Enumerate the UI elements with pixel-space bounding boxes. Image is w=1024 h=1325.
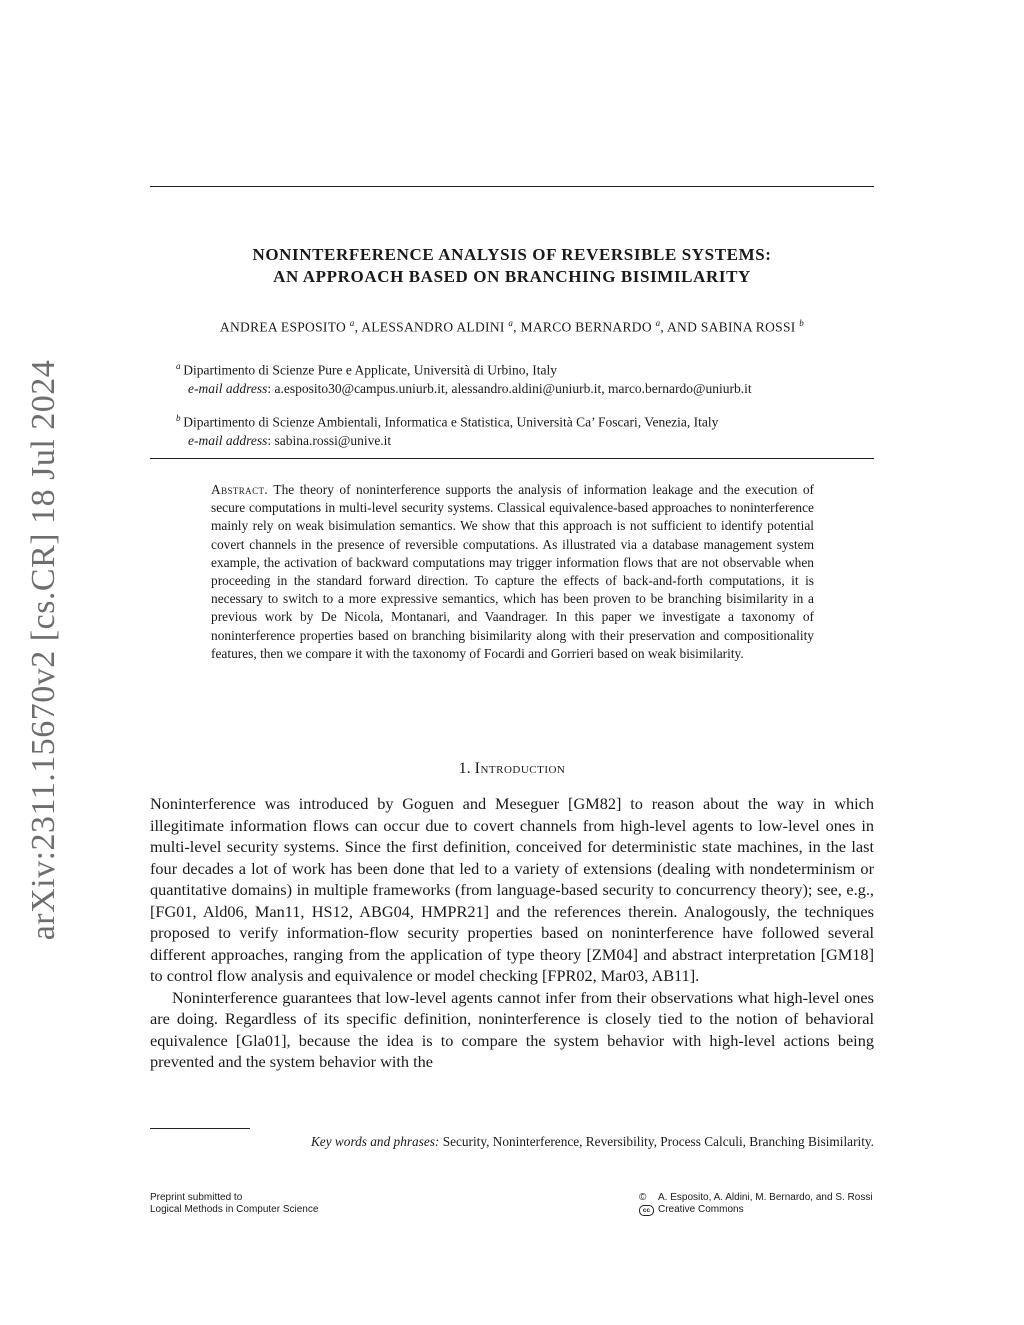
footer-right	[639, 1192, 873, 1216]
author-list	[150, 318, 874, 336]
footer-left	[150, 1192, 318, 1216]
email-addresses[interactable]: a.esposito30@campus.uniurb.it, alessandro.aldini@uniurb.it, marco.bernardo@uniurb.it	[274, 380, 752, 396]
affiliation-institution: Dipartimento di Scienze Ambientali, Informatica e Statistica, Università Ca’ Foscari, Venezia, Italy	[183, 414, 719, 430]
section-heading	[150, 760, 874, 778]
title-line-1: NONINTERFERENCE ANALYSIS OF REVERSIBLE SYSTEMS:	[252, 245, 772, 264]
author-affil-mark: a	[655, 318, 661, 328]
abstract	[211, 481, 814, 663]
author-name: ALESSANDRO ALDINI	[361, 319, 505, 335]
author-separator: ,	[354, 319, 362, 335]
body-text	[150, 793, 874, 1073]
author-affil-mark: a	[349, 318, 355, 328]
author-affil-mark: a	[508, 318, 514, 328]
section-number: 1.	[458, 760, 471, 777]
email-label: e-mail address	[188, 380, 268, 396]
affiliation-mark: b	[176, 413, 181, 423]
email-addresses[interactable]: sabina.rossi@unive.it	[274, 432, 392, 448]
title-line-2: AN APPROACH BASED ON BRANCHING BISIMILARITY	[273, 267, 751, 286]
creative-commons-icon: cc	[639, 1205, 654, 1216]
keywords-text: Security, Noninterference, Reversibility, Process Calculi, Branching Bisimilarity.	[442, 1134, 874, 1149]
abstract-label: Abstract.	[211, 482, 269, 497]
author-name: ANDREA ESPOSITO	[219, 319, 347, 335]
author-affil-mark: b	[799, 318, 805, 328]
keywords-label: Key words and phrases:	[310, 1134, 440, 1149]
arxiv-identifier[interactable]: arXiv:2311.15670v2 [cs.CR] 18 Jul 2024	[25, 359, 62, 941]
copyright-icon: ©	[639, 1192, 647, 1203]
keywords-footnote	[150, 1134, 874, 1150]
footnote-rule	[150, 1128, 250, 1129]
author-name: MARCO BERNARDO	[520, 319, 652, 335]
paper-title	[150, 244, 874, 288]
affiliation-mark: a	[176, 361, 181, 371]
author-separator: ,	[513, 319, 521, 335]
author-separator: , AND	[660, 319, 701, 335]
affiliation-a: $^a$ Dipartimento di Scienze Pure e Applicate, Università di Urbino, Italy e-mail address: a.esposito30@campus.uniurb.it, alessandro.aldini@uniurb.it, marco.bernardo@uniurb.it	[176, 361, 752, 396]
footer-journal: Logical Methods in Computer Science	[150, 1204, 319, 1215]
email-label: e-mail address	[188, 432, 268, 448]
section-title: Introduction	[474, 760, 566, 777]
top-rule	[150, 186, 874, 187]
affiliation-b: $^b$ Dipartimento di Scienze Ambientali, Informatica e Statistica, Università Ca’ Foscari, Venezia, Italy e-mail address: sabina.rossi@unive.it	[176, 413, 719, 448]
body-paragraph: Noninterference guarantees that low-level agents cannot infer from their observations what high-level ones are doing. Regardless of its specific definition, noninterference is closely tied to the notion of behavioral equivalence [Gla01], because the idea is to compare the system behavior with high-level actions being prevented and the system behavior with the	[150, 987, 874, 1071]
footer-license[interactable]: Creative Commons	[658, 1204, 744, 1215]
affiliation-institution: Dipartimento di Scienze Pure e Applicate, Università di Urbino, Italy	[183, 362, 557, 378]
footer-submitted: Preprint submitted to	[150, 1192, 243, 1203]
body-paragraph: Noninterference was introduced by Goguen and Meseguer [GM82] to reason about the way in which illegitimate information flows can occur due to covert channels from high-level agents to low-level ones in multi-level security systems. Since the first definition, conceived for deterministic state machines, in the last four decades a lot of work has been done that led to a variety of extensions (dealing with nondeterminism or quantitative domains) in multiple frameworks (from language-based security to concurrency theory); see, e.g., [FG01, Ald06, Man11, HS12, ABG04, HMPR21] and the references therein. Analogously, the techniques proposed to verify information-flow security properties based on noninterference have followed several different approaches, ranging from the application of type theory [ZM04] and abstract interpretation [GM18] to control flow analysis and equivalence or model checking [FPR02, Mar03, AB11].	[150, 794, 874, 985]
abstract-text: The theory of noninterference supports the analysis of information leakage and the execution of secure computations in multi-level security systems. Classical equivalence-based approaches to noninterference mainly rely on weak bisimulation semantics. We show that this approach is not sufficient to identify potential covert channels in the presence of reversible computations. As illustrated via a database management system example, the activation of backward computations may trigger information flows that are not observable when proceeding in the standard forward direction. To capture the effects of back-and-forth computations, it is necessary to switch to a more expressive semantics, which has been proven to be branching bisimilarity in a previous work by De Nicola, Montanari, and Vaandrager. In this paper we investigate a taxonomy of noninterference properties based on branching bisimilarity along with their preservation and compositionality features, then we compare it with the taxonomy of Focardi and Gorrieri based on weak bisimilarity.	[211, 482, 814, 661]
header-bottom-rule	[150, 458, 874, 459]
footer-copyright-holders: A. Esposito, A. Aldini, M. Bernardo, and S. Rossi	[658, 1192, 873, 1203]
author-name: SABINA ROSSI	[700, 319, 796, 335]
